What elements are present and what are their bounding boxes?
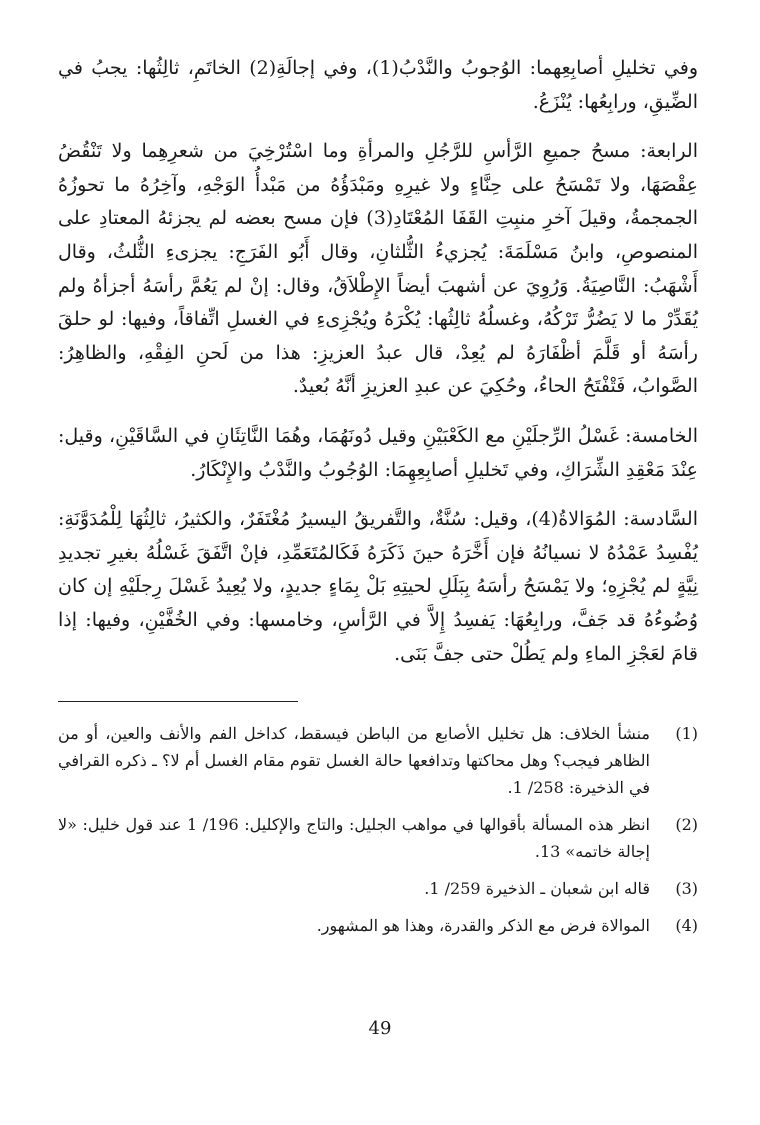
footnote-item (58, 875, 698, 902)
paragraph-intro: وفي تخليلِ أصابِعِهما: الوُجوبُ والنَّدْبُ(1)، وفي إجالَةِ(2) الخاتَمِ، ثالِثُها: يجبُ في الضِّيقِ، ورابِعُها: يُنْزَعُ. (58, 57, 699, 113)
footnote-separator (58, 701, 298, 702)
footnote-text: قاله ابن شعبان ـ الذخيرة 259/ 1. (424, 879, 650, 899)
paragraph-fifth: الخامسة: غَسْلُ الرِّجلَيْنِ مع الكَعْبَيْنِ وقيل دُونَهُمَا، وهُمَا النَّاتِئَانِ في السَّاقَيْنِ، وقيل: عِنْدَ مَعْقِدِ الشِّرَاكِ، وفي تَخليلِ أصابِعِهِمَا: الوُجُوبُ والنَّدْبُ والإِنْكَارُ. (58, 424, 698, 481)
footnote-number: (4) (675, 916, 698, 936)
footnote-item (58, 720, 698, 801)
footnote-text: انظر هذه المسألة بأقوالها في مواهب الجليل: والتاج والإكليل: 196/ 1 عند قول خليل: «لا إجالة خاتمه» 13. (58, 815, 651, 862)
footnote-number: (3) (675, 879, 698, 899)
footnote-item (58, 912, 698, 939)
page-number: 49 (368, 1018, 392, 1039)
footnote-number: (1) (675, 724, 698, 744)
footnote-text: الموالاة فرض مع الذكر والقدرة، وهذا هو المشهور. (316, 916, 650, 936)
footnote-text: منشأ الخلاف: هل تخليل الأصابع من الباطن فيسقط، كداخل الفم والأنف والعين، أو من الظاهر فيجب؟ وهل محاكتها وتدافعها حالة الغسل تقوم مقام الغسل أم لا؟ ـ ذكره القرافي في الذخيرة: 258/ 1. (58, 724, 650, 798)
main-text (58, 52, 698, 671)
footnote-number: (2) (675, 815, 698, 835)
footnotes (58, 720, 698, 939)
footnote-item (58, 811, 698, 865)
paragraph-fourth: الرابعة: مسحُ جميعِ الرَّأسِ للرَّجُلِ والمرأةِ وما اسْتُرْخِيَ من شعرِهِما ولا تَنْقُضُ عِقْصَهَا، ولا تَمْسَحُ على حِنَّاءٍ ولا غيرِهِ ومَبْدَؤُهُ من مَبْدأُ الوَجْهِ، وآخِرُهُ ما تحوزُهُ الجمجمةُ، وقيلَ آخرِ منبِتِ القَفَا المُعْتَادِ(3) فإن مسح بعضه لم يجزئهُ المعتادِ على المنصوصِ، وابنُ مَسْلَمَةَ: يُجزيءُ الثُّلثانِ، وقال أَبُو الفَرَجِ: يجزىءِ الثُّلثُ، وقال أَشْهَبُ: النَّاصِيَةُ. وَرُوِيَ عن أشهبَ أيضاً الإِطْلاَقُ، وقال: إنْ لم يَعُمَّ رأسَهُ أجزأهُ ولم يُقَدِّرْ ما لا يَضُرُّ تَرْكُهُ، وغسلُهُ ثالِثُها: يُكْرَهُ ويُجْزِىءِ في الغسلِ اتِّفاقاً، وفيها: لو حلقَ رأسَهُ أو قَلَّمَ أظْفَارَهُ لم يُعِدْ، قال عبدُ العزيزِ: هذا من لَحنِ الفِقْهِ، والظاهِرُ: الصَّوابُ، فَتْفْتَحُ الحاءُ، وحُكِيَ عن عبدِ العزيزِ أنَّهُ بُعيدٌ. (58, 140, 698, 398)
paragraph-sixth: السَّادسة: المُوَالاةُ(4)، وقيل: سُنَّةٌ، والتَّفريقُ اليسيرُ مُغْتَفَرٌ، والكثيرُ، ثالِثُهَا لِلْمُدَوَّنَةِ: يُفْسِدُ عَمْدُهُ لا نسيانُهُ فإن أَخَّرَهُ حينَ ذَكَرَهُ فَكَالمُتَعَمِّدِ، فإنْ اتَّفَقَ غَسْلُهُ بغيرِ تجديدِ نِيَّةٍ لم يُجْزِهِ؛ ولا يَمْسَحُ رأسَهُ بِبَلَلِ لحيتِهِ بَلْ بِمَاءٍ جديدٍ، ولا يُعِيدُ غَسْلَ رِجلَيْهِ إن كان وُضُوءُهُ قد جَفَّ، ورابِعُهَا: يَفسِدُ إِلاَّ في الرَّأسِ، وخامسها: وفي الخُفَّيْنِ، وفيها: إذا قامَ لعَجْزِ الماءِ ولم يَطُلْ حتى جفَّ بَنَى. (58, 508, 698, 665)
